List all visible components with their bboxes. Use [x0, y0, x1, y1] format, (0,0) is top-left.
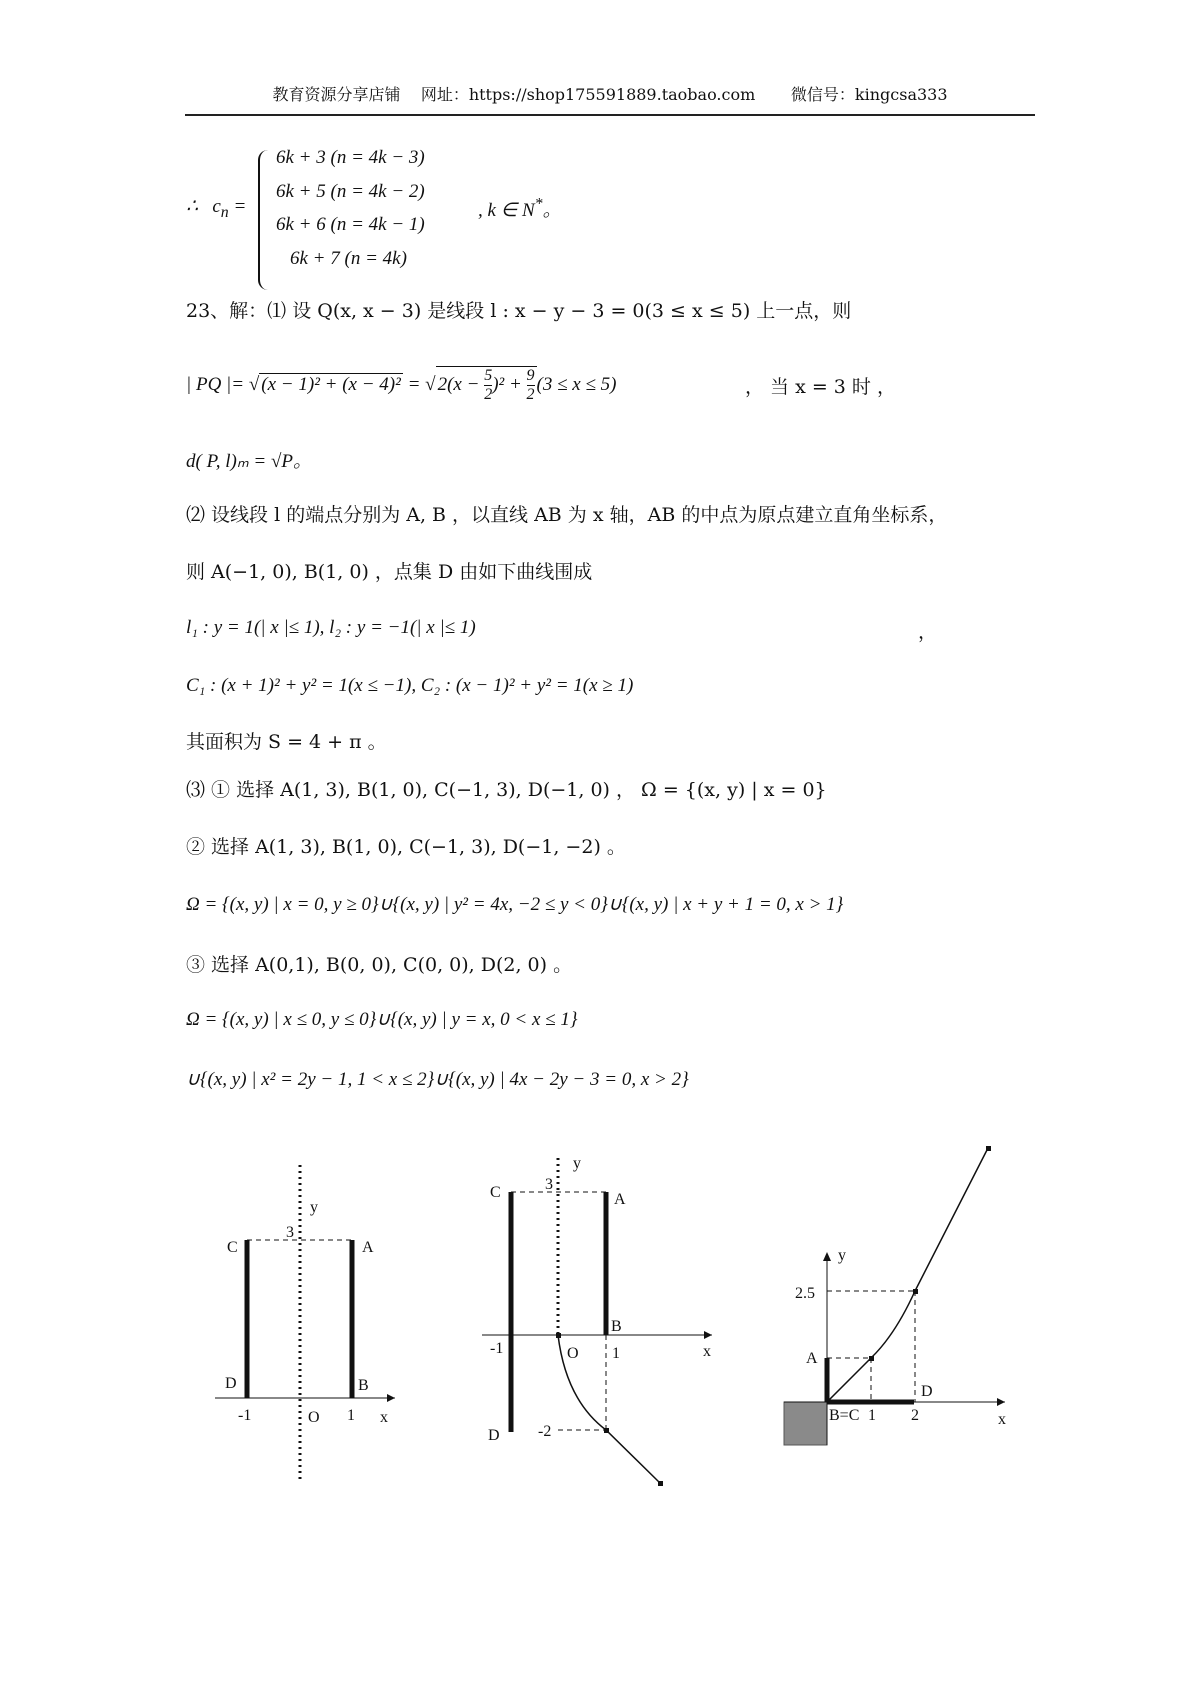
pq-when: ， 当 x = 3 时 ，: [745, 376, 896, 398]
figure-3: [784, 1146, 1006, 1445]
fig3-a-label: A: [806, 1350, 818, 1367]
pq-root2: 2(x − $\frac{5}{2}$ )² + $\frac{9}{2}$: [437, 367, 535, 403]
fig2-origin-point: [556, 1333, 561, 1338]
case-2: 6k + 5 (n = 4k − 2): [276, 181, 425, 202]
fig2-three-label: 3: [545, 1176, 553, 1193]
fig2-m2-label: -2: [538, 1423, 552, 1440]
fig2-curve-end: [658, 1481, 663, 1486]
part2-line-c: l₁ : y = 1(| x |≤ 1), l₂ : y = −1(| x |≤ 1): [186, 617, 476, 638]
case-4: 6k + 7 (n = 4k): [290, 248, 407, 269]
fig2-one-label: 1: [612, 1345, 620, 1362]
fig1-y-label: y: [310, 1199, 318, 1216]
part3-line-f: ∪{(x, y) | x² = 2y − 1, 1 < x ≤ 2}∪{(x, y) | 4x − 2y − 3 = 0, x > 2}: [186, 1069, 689, 1090]
fig2-o-label: O: [567, 1345, 579, 1362]
fig1-x-label: x: [380, 1409, 388, 1426]
fig2-d-label: D: [488, 1427, 500, 1444]
fig1-m1-label: -1: [238, 1407, 252, 1424]
fig3-d-label: D: [921, 1383, 933, 1400]
part2-area: 其面积为 S = 4 + π 。: [186, 731, 387, 753]
fig2-b-label: B: [611, 1318, 622, 1335]
fig3-curve-end: [986, 1146, 991, 1151]
fig3-bc-label: B=C: [829, 1407, 860, 1424]
part2-line-a: ⑵ 设线段 l 的端点分别为 A, B ，以直线 AB 为 x 轴，AB 的中点为原点建立直角坐标系，: [186, 504, 948, 526]
fig3-shaded-quadrant: [784, 1402, 827, 1445]
figure-2: [482, 1155, 712, 1486]
distance-line: d( P, l)ₘ = √P。: [186, 451, 313, 472]
shop-name: 教育资源分享店铺: [272, 85, 401, 104]
fig3-one-label: 1: [868, 1407, 876, 1424]
cn-lhs: ∴ $c_n$ =: [186, 196, 247, 221]
case-1: 6k + 3 (n = 4k − 3): [276, 147, 425, 168]
p23-intro: 23、解：⑴ 设 Q(x, x − 3) 是线段 l : x − y − 3 = 0(3 ≤ x ≤ 5) 上一点，则: [186, 300, 852, 322]
cn-tail: , k ∈ N*。: [478, 195, 562, 221]
fig3-two-label: 2: [911, 1407, 919, 1424]
fig3-y-label: y: [838, 1247, 846, 1264]
fig3-x-label: x: [998, 1411, 1006, 1428]
fig1-three-label: 3: [286, 1224, 294, 1241]
fig2-a-label: A: [614, 1191, 626, 1208]
part3-line-d: ③ 选择 A(0,1), B(0, 0), C(0, 0), D(2, 0) 。: [186, 954, 573, 976]
fig1-c-label: C: [227, 1239, 238, 1256]
fig2-c-label: C: [490, 1184, 501, 1201]
part3-line-e: Ω = {(x, y) | x ≤ 0, y ≤ 0}∪{(x, y) | y = x, 0 < x ≤ 1}: [186, 1009, 578, 1030]
fig1-d-label: D: [225, 1375, 237, 1392]
pq-formula: | PQ |= √ (x − 1)² + (x − 4)² = √ 2(x − $\frac{5}{2}$ )² + $\frac{9}{2}$ (3 ≤ x ≤ 5): [186, 367, 617, 403]
fig2-x-label: x: [703, 1343, 711, 1360]
fig2-m1-label: -1: [490, 1340, 504, 1357]
fig2-point-1-m2: [604, 1428, 609, 1433]
part3-line-b: ② 选择 A(1, 3), B(1, 0), C(−1, 3), D(−1, −2) 。: [186, 836, 626, 858]
case-3: 6k + 6 (n = 4k − 1): [276, 214, 425, 235]
fig1-b-label: B: [358, 1377, 369, 1394]
fig3-curve: [827, 1148, 988, 1402]
fig3-25-label: 2.5: [795, 1285, 815, 1302]
fig1-o-label: O: [308, 1409, 320, 1426]
part2-line-d: C₁ : (x + 1)² + y² = 1(x ≤ −1), C₂ : (x − 1)² + y² = 1(x ≥ 1): [186, 675, 634, 696]
figure-1: [215, 1165, 395, 1480]
fig1-a-label: A: [362, 1239, 374, 1256]
part3-line-a: ⑶ ① 选择 A(1, 3), B(1, 0), C(−1, 3), D(−1, 0) ， Ω = {(x, y) | x = 0}: [186, 779, 827, 801]
fig3-y-arrow: [823, 1252, 831, 1261]
wechat-id: 微信号：kingcsa333: [790, 85, 948, 104]
fig2-x-arrow: [704, 1331, 712, 1339]
fig3-x-arrow: [997, 1398, 1005, 1406]
part2-line-c-tail: ，: [918, 621, 938, 643]
part2-line-b: 则 A(−1, 0), B(1, 0) ，点集 D 由如下曲线围成: [186, 561, 593, 583]
fig1-x-arrow: [387, 1394, 395, 1402]
fig3-point-2-25: [913, 1289, 918, 1294]
fig3-point-1-1: [869, 1356, 874, 1361]
fig1-one-label: 1: [347, 1407, 355, 1424]
shop-url: 网址：https://shop175591889.taobao.com: [420, 85, 756, 104]
fig2-y-label: y: [573, 1155, 581, 1172]
part3-line-c: Ω = {(x, y) | x = 0, y ≥ 0}∪{(x, y) | y² = 4x, −2 ≤ y < 0}∪{(x, y) | x + y + 1 = 0, x > 1}: [186, 894, 844, 915]
